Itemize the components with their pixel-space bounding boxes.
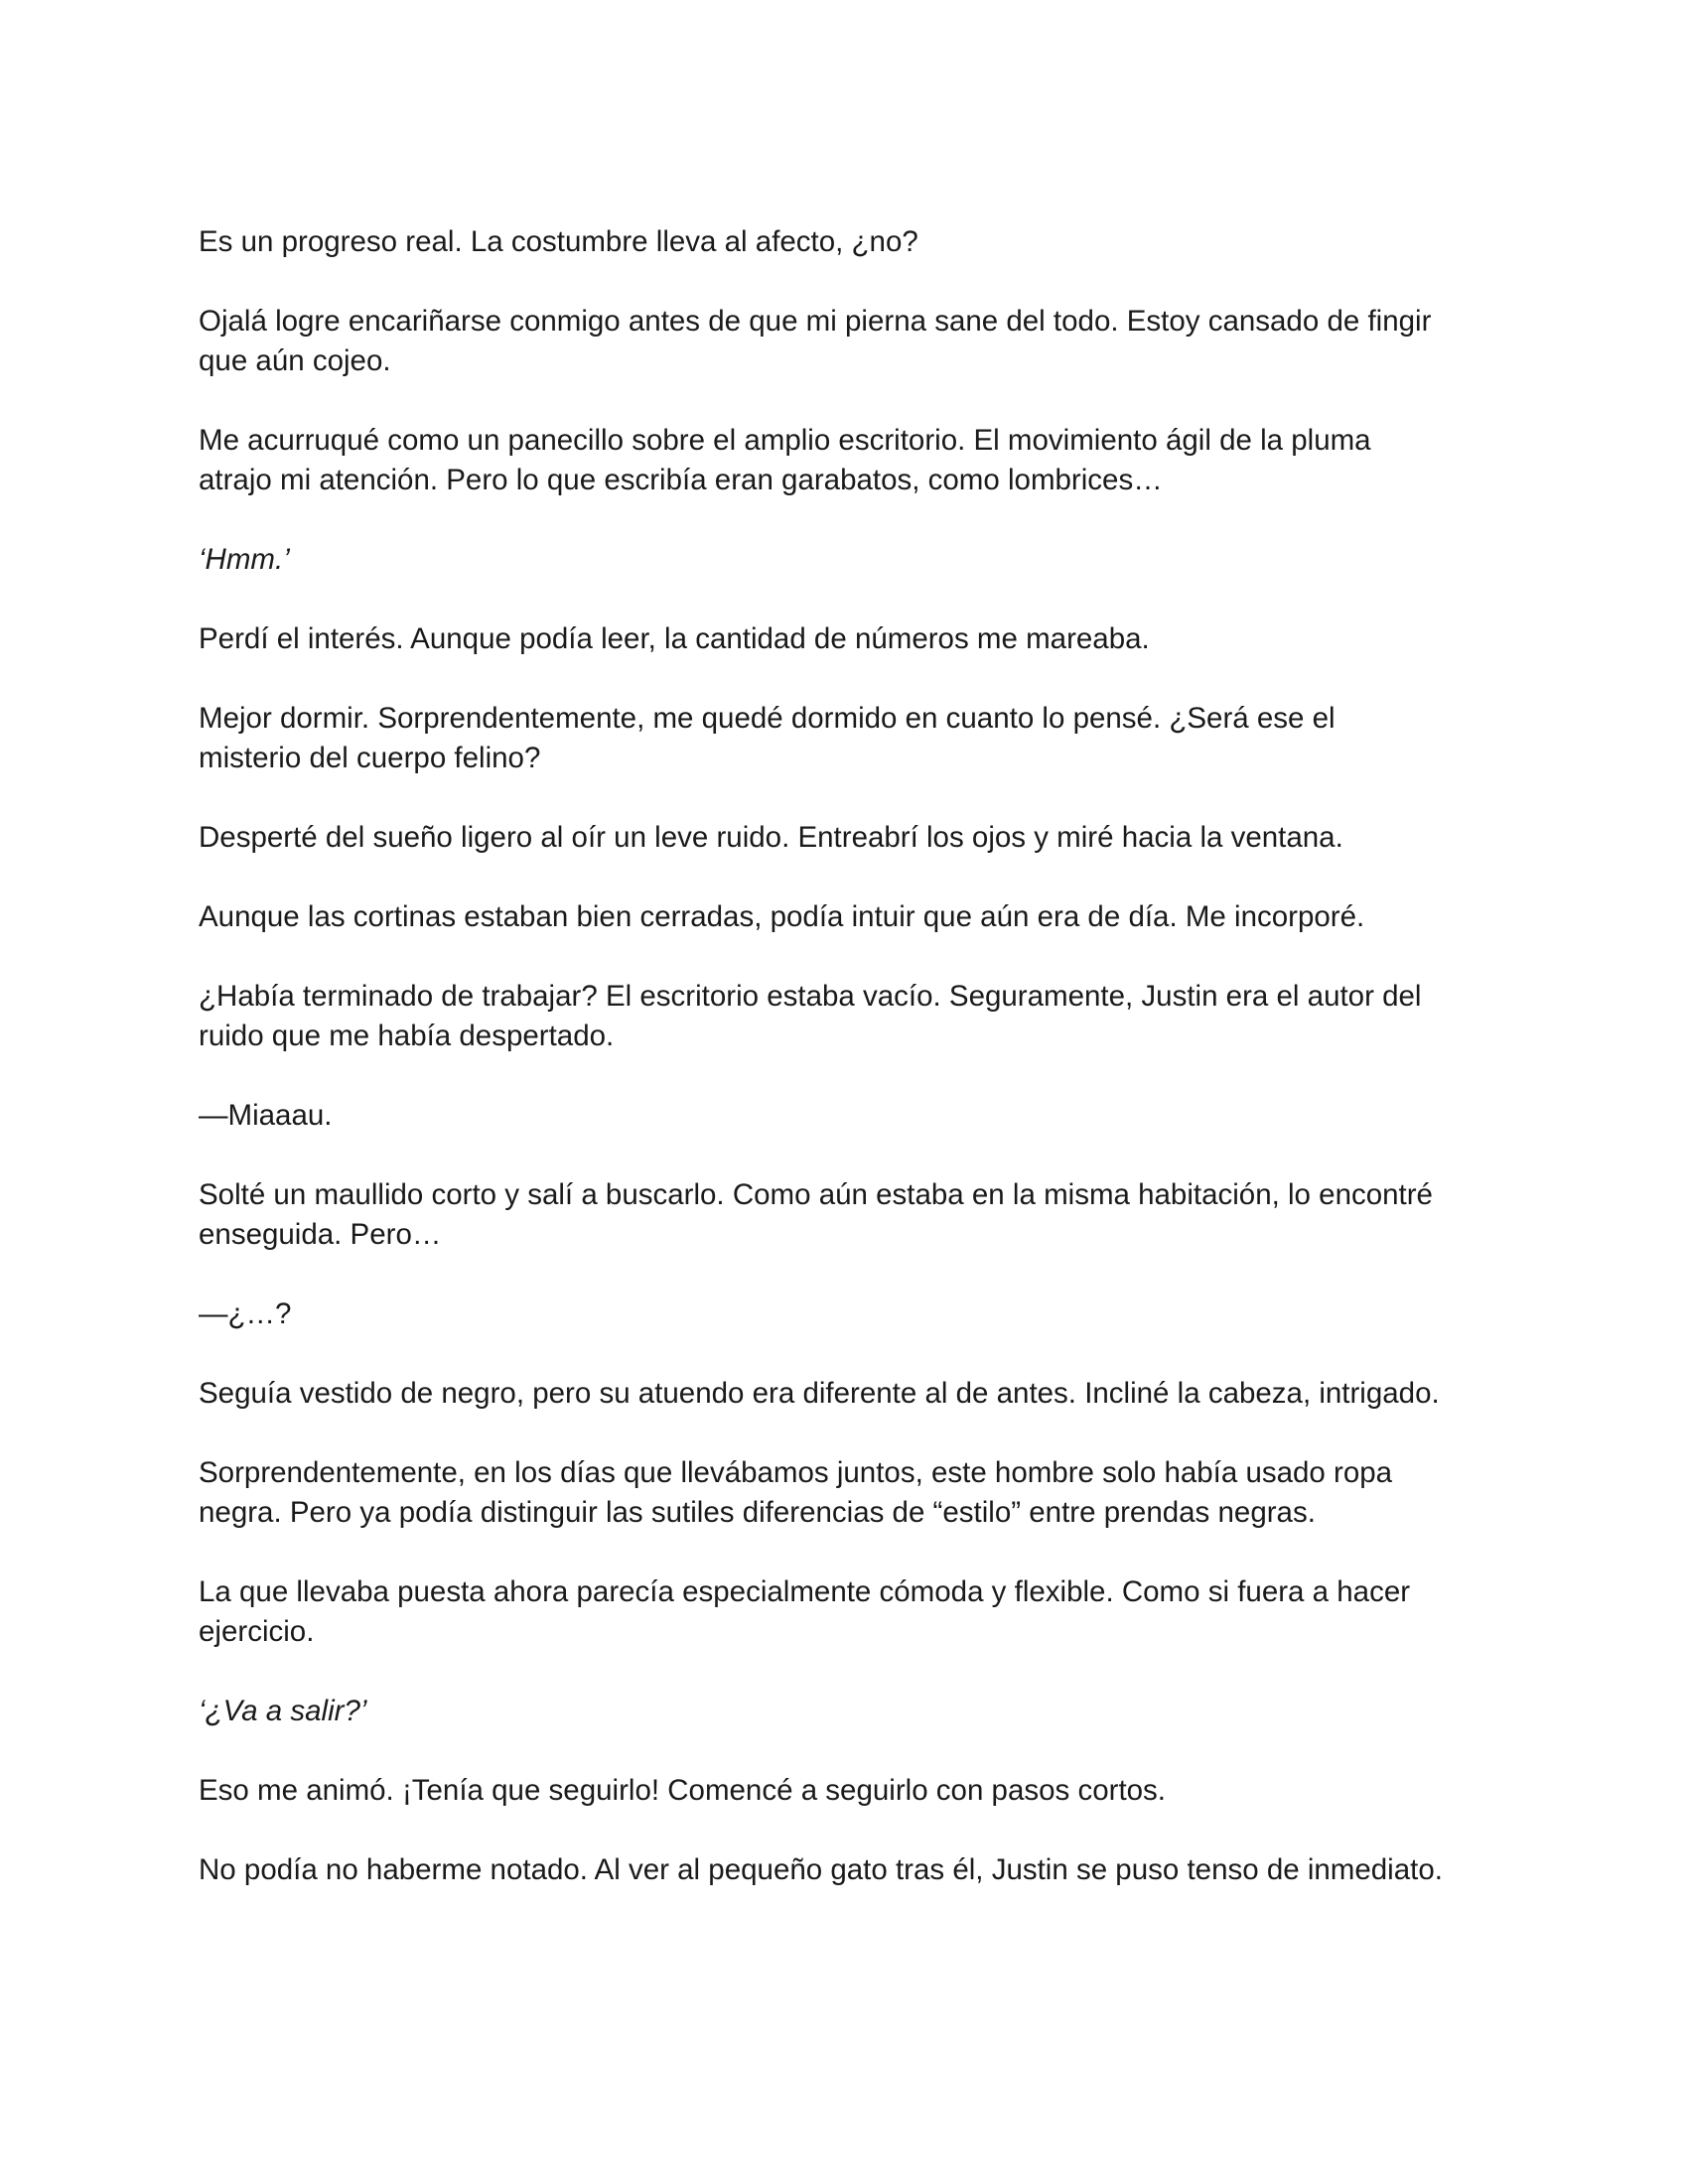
paragraph: Desperté del sueño ligero al oír un leve ruido. Entreabrí los ojos y miré hacia la ventana. — [199, 821, 1343, 854]
paragraph-italic: ‘¿Va a salir?’ — [199, 1695, 367, 1727]
paragraph-italic: ‘Hmm.’ — [199, 543, 290, 576]
paragraph: Mejor dormir. Sorprendentemente, me quedé dormido en cuanto lo pensé. ¿Será ese el misterio del cuerpo felino? — [199, 702, 1336, 774]
paragraph: Solté un maullido corto y salí a buscarlo. Como aún estaba en la misma habitación, lo encontré enseguida. Pero… — [199, 1178, 1433, 1251]
paragraph: Sorprendentemente, en los días que llevábamos juntos, este hombre solo había usado ropa negra. Pero ya podía distinguir las sutiles diferencias de “estilo” entre prendas negras. — [199, 1456, 1393, 1529]
paragraph: Aunque las cortinas estaban bien cerradas, podía intuir que aún era de día. Me incorporé. — [199, 900, 1365, 933]
paragraph: Eso me animó. ¡Tenía que seguirlo! Comencé a seguirlo con pasos cortos. — [199, 1774, 1167, 1807]
paragraph: Perdí el interés. Aunque podía leer, la cantidad de números me mareaba. — [199, 622, 1150, 655]
dialogue-line: —Miaaau. — [199, 1099, 333, 1132]
paragraph: ¿Había terminado de trabajar? El escritorio estaba vacío. Seguramente, Justin era el autor del ruido que me había despertado. — [199, 980, 1422, 1052]
paragraph: No podía no haberme notado. Al ver al pequeño gato tras él, Justin se puso tenso de inmediato. — [199, 1853, 1443, 1886]
paragraph: Me acurruqué como un panecillo sobre el amplio escritorio. El movimiento ágil de la pluma atrajo mi atención. Pero lo que escribía eran garabatos, como lombrices… — [199, 424, 1371, 496]
dialogue-line: —¿…? — [199, 1297, 292, 1330]
document-body — [199, 222, 1509, 1930]
paragraph: La que llevaba puesta ahora parecía especialmente cómoda y flexible. Como si fuera a hacer ejercicio. — [199, 1575, 1411, 1648]
paragraph: Es un progreso real. La costumbre lleva al afecto, ¿no? — [199, 225, 918, 258]
paragraph: Seguía vestido de negro, pero su atuendo era diferente al de antes. Incliné la cabeza, intrigado. — [199, 1377, 1440, 1410]
paragraph: Ojalá logre encariñarse conmigo antes de que mi pierna sane del todo. Estoy cansado de fingir que aún cojeo. — [199, 305, 1432, 377]
